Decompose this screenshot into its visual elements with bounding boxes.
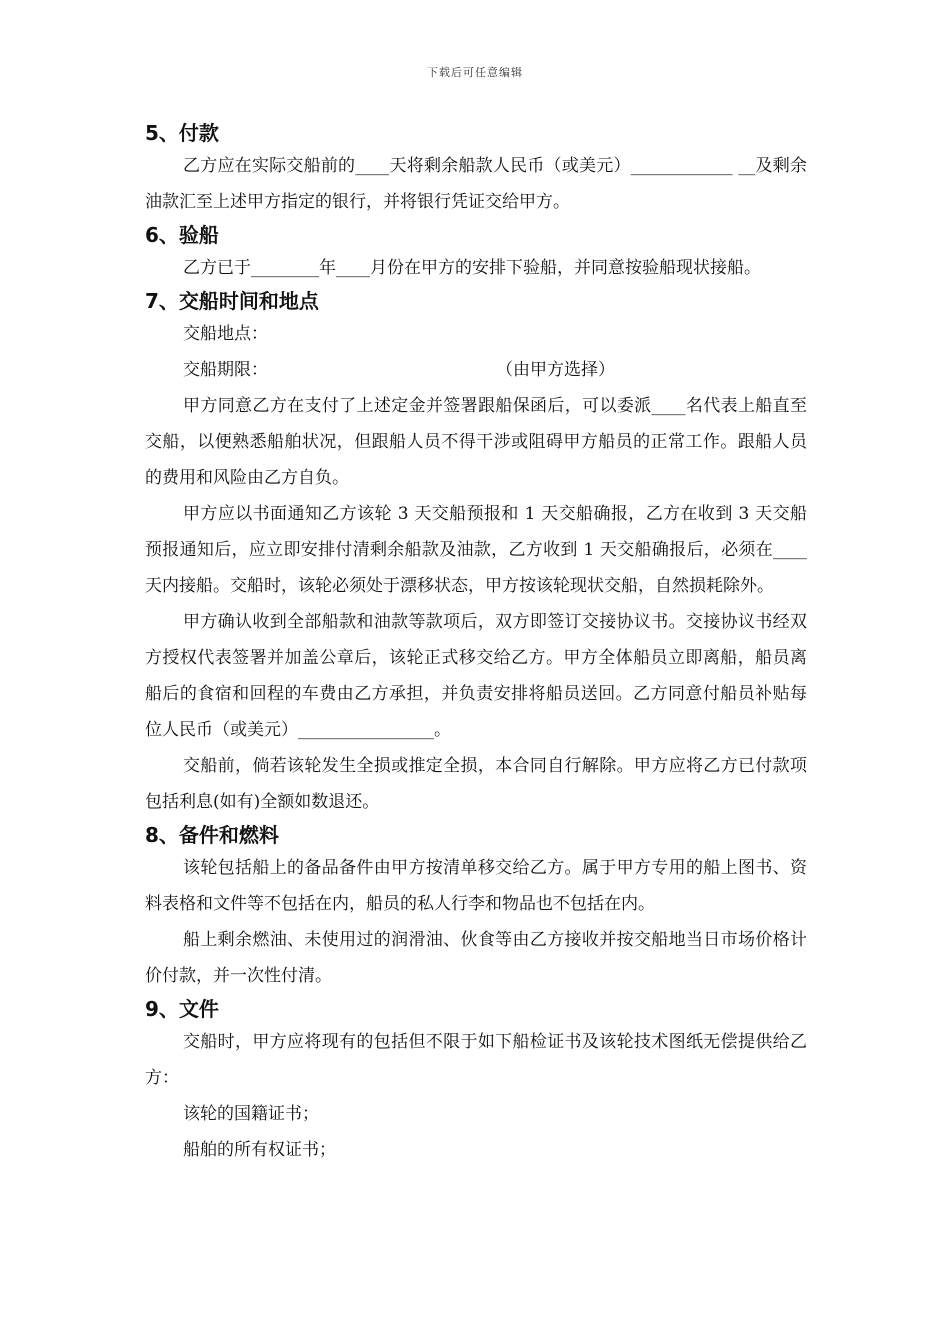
section-7-paragraph-4: 交船前，倘若该轮发生全损或推定全损，本合同自行解除。甲方应将乙方已付款项包括利息(如有)全额如数退还。 — [145, 756, 807, 812]
section-8-paragraph-1: 该轮包括船上的备品备件由甲方按清单移交给乙方。属于甲方专用的船上图书、资料表格和文件等不包括在内，船员的私人行李和物品也不包括在内。 — [145, 858, 807, 914]
document-body — [145, 118, 807, 1168]
delivery-period-line — [145, 352, 807, 388]
section-8-title: 8、备件和燃料 — [145, 823, 279, 847]
section-6 — [145, 220, 807, 286]
section-6-paragraph-1: 乙方已于________年____月份在甲方的安排下验船，并同意按验船现状接船。 — [183, 258, 761, 278]
document-list-item-2: 船舶的所有权证书； — [183, 1140, 336, 1160]
section-8 — [145, 820, 807, 994]
section-9-title: 9、文件 — [145, 997, 219, 1021]
section-5 — [145, 118, 807, 220]
section-7-title: 7、交船时间和地点 — [145, 289, 319, 313]
document-list-item-1: 该轮的国籍证书； — [183, 1104, 319, 1124]
section-5-title: 5、付款 — [145, 121, 219, 145]
delivery-place-label: 交船地点： — [183, 324, 268, 344]
delivery-period-note: （由甲方选择） — [496, 360, 615, 380]
delivery-period-label: 交船期限： — [183, 360, 268, 380]
section-5-paragraph-1: 乙方应在实际交船前的____天将剩余船款人民币（或美元）____________ __及剩余油款汇至上述甲方指定的银行，并将银行凭证交给甲方。 — [145, 156, 807, 212]
section-7-paragraph-1: 甲方同意乙方在支付了上述定金并签署跟船保函后，可以委派____名代表上船直至交船，以便熟悉船舶状况，但跟船人员不得干涉或阻碍甲方船员的正常工作。跟船人员的费用和风险由乙方自负。 — [145, 396, 807, 488]
section-7-paragraph-2: 甲方应以书面通知乙方该轮 3 天交船预报和 1 天交船确报，乙方在收到 3 天交船预报通知后，应立即安排付清剩余船款及油款，乙方收到 1 天交船确报后，必须在____天内接船。交船时，该轮必须处于漂移状态，甲方按该轮现状交船，自然损耗除外。 — [145, 504, 807, 596]
section-9 — [145, 994, 807, 1168]
section-7 — [145, 286, 807, 820]
section-9-paragraph-1: 交船时，甲方应将现有的包括但不限于如下船检证书及该轮技术图纸无偿提供给乙方： — [145, 1032, 807, 1088]
section-7-paragraph-3: 甲方确认收到全部船款和油款等款项后，双方即签订交接协议书。交接协议书经双方授权代表签署并加盖公章后，该轮正式移交给乙方。甲方全体船员立即离船，船员离船后的食宿和回程的车费由乙方承担，并负责安排将船员送回。乙方同意付船员补贴每位人民币（或美元）________________。 — [145, 612, 807, 740]
section-6-title: 6、验船 — [145, 223, 219, 247]
section-8-paragraph-2: 船上剩余燃油、未使用过的润滑油、伙食等由乙方接收并按交船地当日市场价格计价付款，并一次性付清。 — [145, 930, 807, 986]
header-note: 下载后可任意编辑 — [427, 66, 523, 79]
